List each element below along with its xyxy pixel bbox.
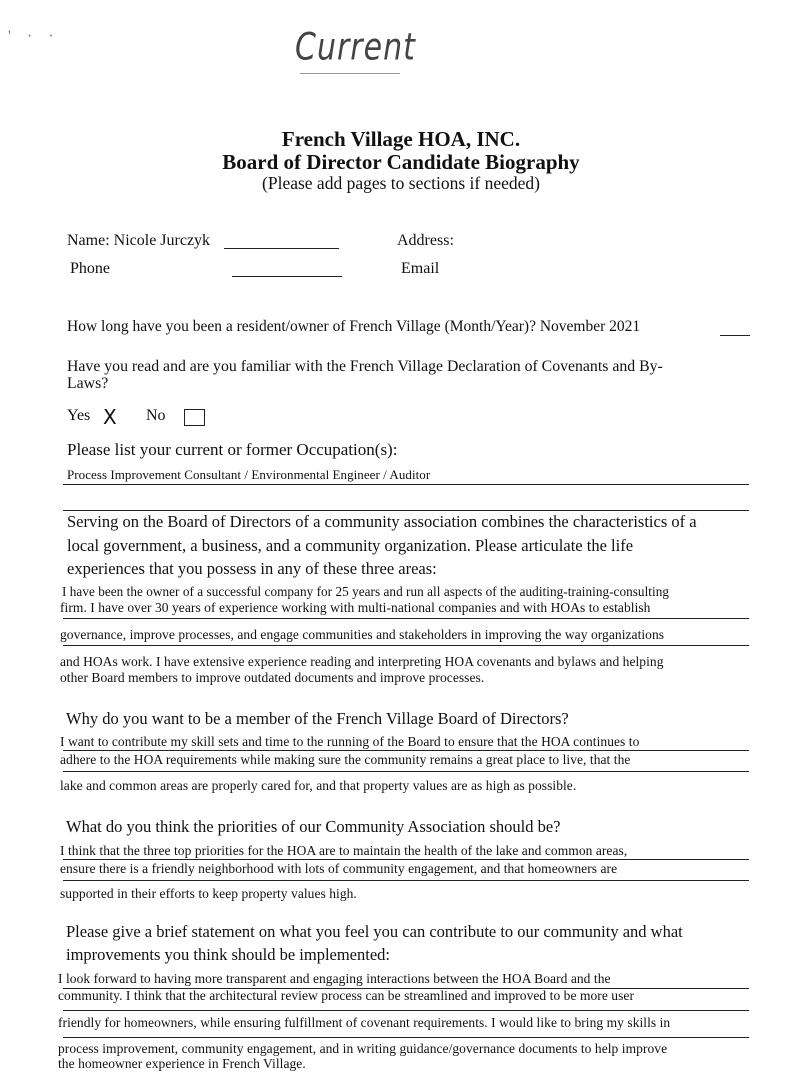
motivation-answer-line1: I want to contribute my skill sets and time to the running of the Board to ensure that the HOA continues to	[60, 734, 640, 749]
experience-answer-line3: governance, improve processes, and engage communities and stakeholders in improving the way organizations	[60, 627, 665, 642]
contribution-question-line1: Please give a brief statement on what you feel you can contribute to our community and what	[66, 922, 683, 941]
covenants-question-line2: Laws?	[67, 375, 109, 392]
experience-answer-line2: firm. I have over 30 years of experience working with multi-national companies and with HOAs to establish	[60, 600, 651, 615]
form-title: Board of Director Candidate Biography	[222, 150, 580, 174]
priorities-answer-line1: I think that the three top priorities for the HOA are to maintain the health of the lake and common areas,	[60, 843, 628, 858]
yes-label: Yes	[67, 407, 91, 424]
email-field: Email	[401, 260, 440, 277]
experience-answer-line5: other Board members to improve outdated documents and improve processes.	[60, 670, 485, 685]
priorities-rule-1	[63, 859, 749, 860]
scan-marks: ' · ·	[8, 28, 60, 45]
contribution-answer-line3: friendly for homeowners, while ensuring fulfillment of covenant requirements. I would like to bring my skills in	[58, 1015, 671, 1030]
occupation-question: Please list your current or former Occupation(s):	[67, 440, 398, 459]
contribution-rule-3	[63, 1037, 749, 1038]
motivation-rule-1	[63, 750, 749, 751]
contribution-answer-line4: process improvement, community engagement, and in writing guidance/governance documents to help improve	[58, 1041, 668, 1056]
experience-top-rule	[63, 510, 749, 511]
motivation-question: Why do you want to be a member of the French Village Board of Directors?	[66, 709, 569, 728]
motivation-answer-line2: adhere to the HOA requirements while making sure the community remains a great place to live, that the	[60, 752, 631, 767]
no-checkbox	[184, 409, 205, 426]
residency-underline	[720, 335, 750, 336]
occupation-rule	[63, 484, 749, 485]
priorities-rule-2	[63, 880, 749, 881]
covenants-question-line1: Have you read and are you familiar with the French Village Declaration of Covenants and By-	[67, 358, 663, 375]
priorities-question: What do you think the priorities of our Community Association should be?	[66, 817, 561, 836]
experience-question-line1: Serving on the Board of Directors of a community association combines the characteristics of a	[67, 512, 697, 531]
experience-answer-line4: and HOAs work. I have extensive experience reading and interpreting HOA covenants and bylaws and helping	[60, 654, 664, 669]
motivation-rule-2	[63, 771, 749, 772]
experience-question-line2: local government, a business, and a community organization. Please articulate the life	[67, 536, 634, 555]
motivation-answer-line3: lake and common areas are properly cared for, and that property values are as high as possible.	[60, 778, 577, 793]
residency-question: How long have you been a resident/owner of French Village (Month/Year)? November 2021	[67, 318, 641, 335]
experience-rule-2	[63, 645, 749, 646]
address-field: Address:	[397, 232, 454, 249]
experience-question-line3: experiences that you possess in any of these three areas:	[67, 559, 437, 578]
contribution-rule-2	[63, 1010, 749, 1011]
experience-rule-1	[63, 618, 749, 619]
yes-mark: X	[103, 405, 117, 429]
name-field: Name: Nicole Jurczyk	[67, 232, 211, 249]
priorities-answer-line3: supported in their efforts to keep property values high.	[60, 886, 357, 901]
no-label: No	[146, 407, 166, 424]
contribution-answer-line1: I look forward to having more transparent and engaging interactions between the HOA Board and the	[58, 971, 611, 986]
contribution-answer-line5: the homeowner experience in French Village.	[58, 1056, 306, 1071]
handwritten-underline	[300, 73, 400, 74]
form-subtitle: (Please add pages to sections if needed)	[262, 173, 540, 193]
contribution-question-line2: improvements you think should be implemented:	[66, 945, 390, 964]
phone-underline	[232, 276, 342, 277]
contribution-answer-line2: community. I think that the architectural review process can be streamlined and improved to be more user	[58, 988, 635, 1003]
org-name: French Village HOA, INC.	[281, 127, 521, 151]
occupation-answer: Process Improvement Consultant / Environmental Engineer / Auditor	[67, 467, 431, 482]
experience-answer-line1: I have been the owner of a successful company for 25 years and run all aspects of the auditing-training-consulting	[62, 584, 669, 599]
name-underline	[224, 248, 339, 249]
priorities-answer-line2: ensure there is a friendly neighborhood with lots of community engagement, and that homeowners are	[60, 861, 618, 876]
phone-field: Phone	[70, 260, 110, 277]
handwritten-note: Current	[295, 25, 416, 70]
